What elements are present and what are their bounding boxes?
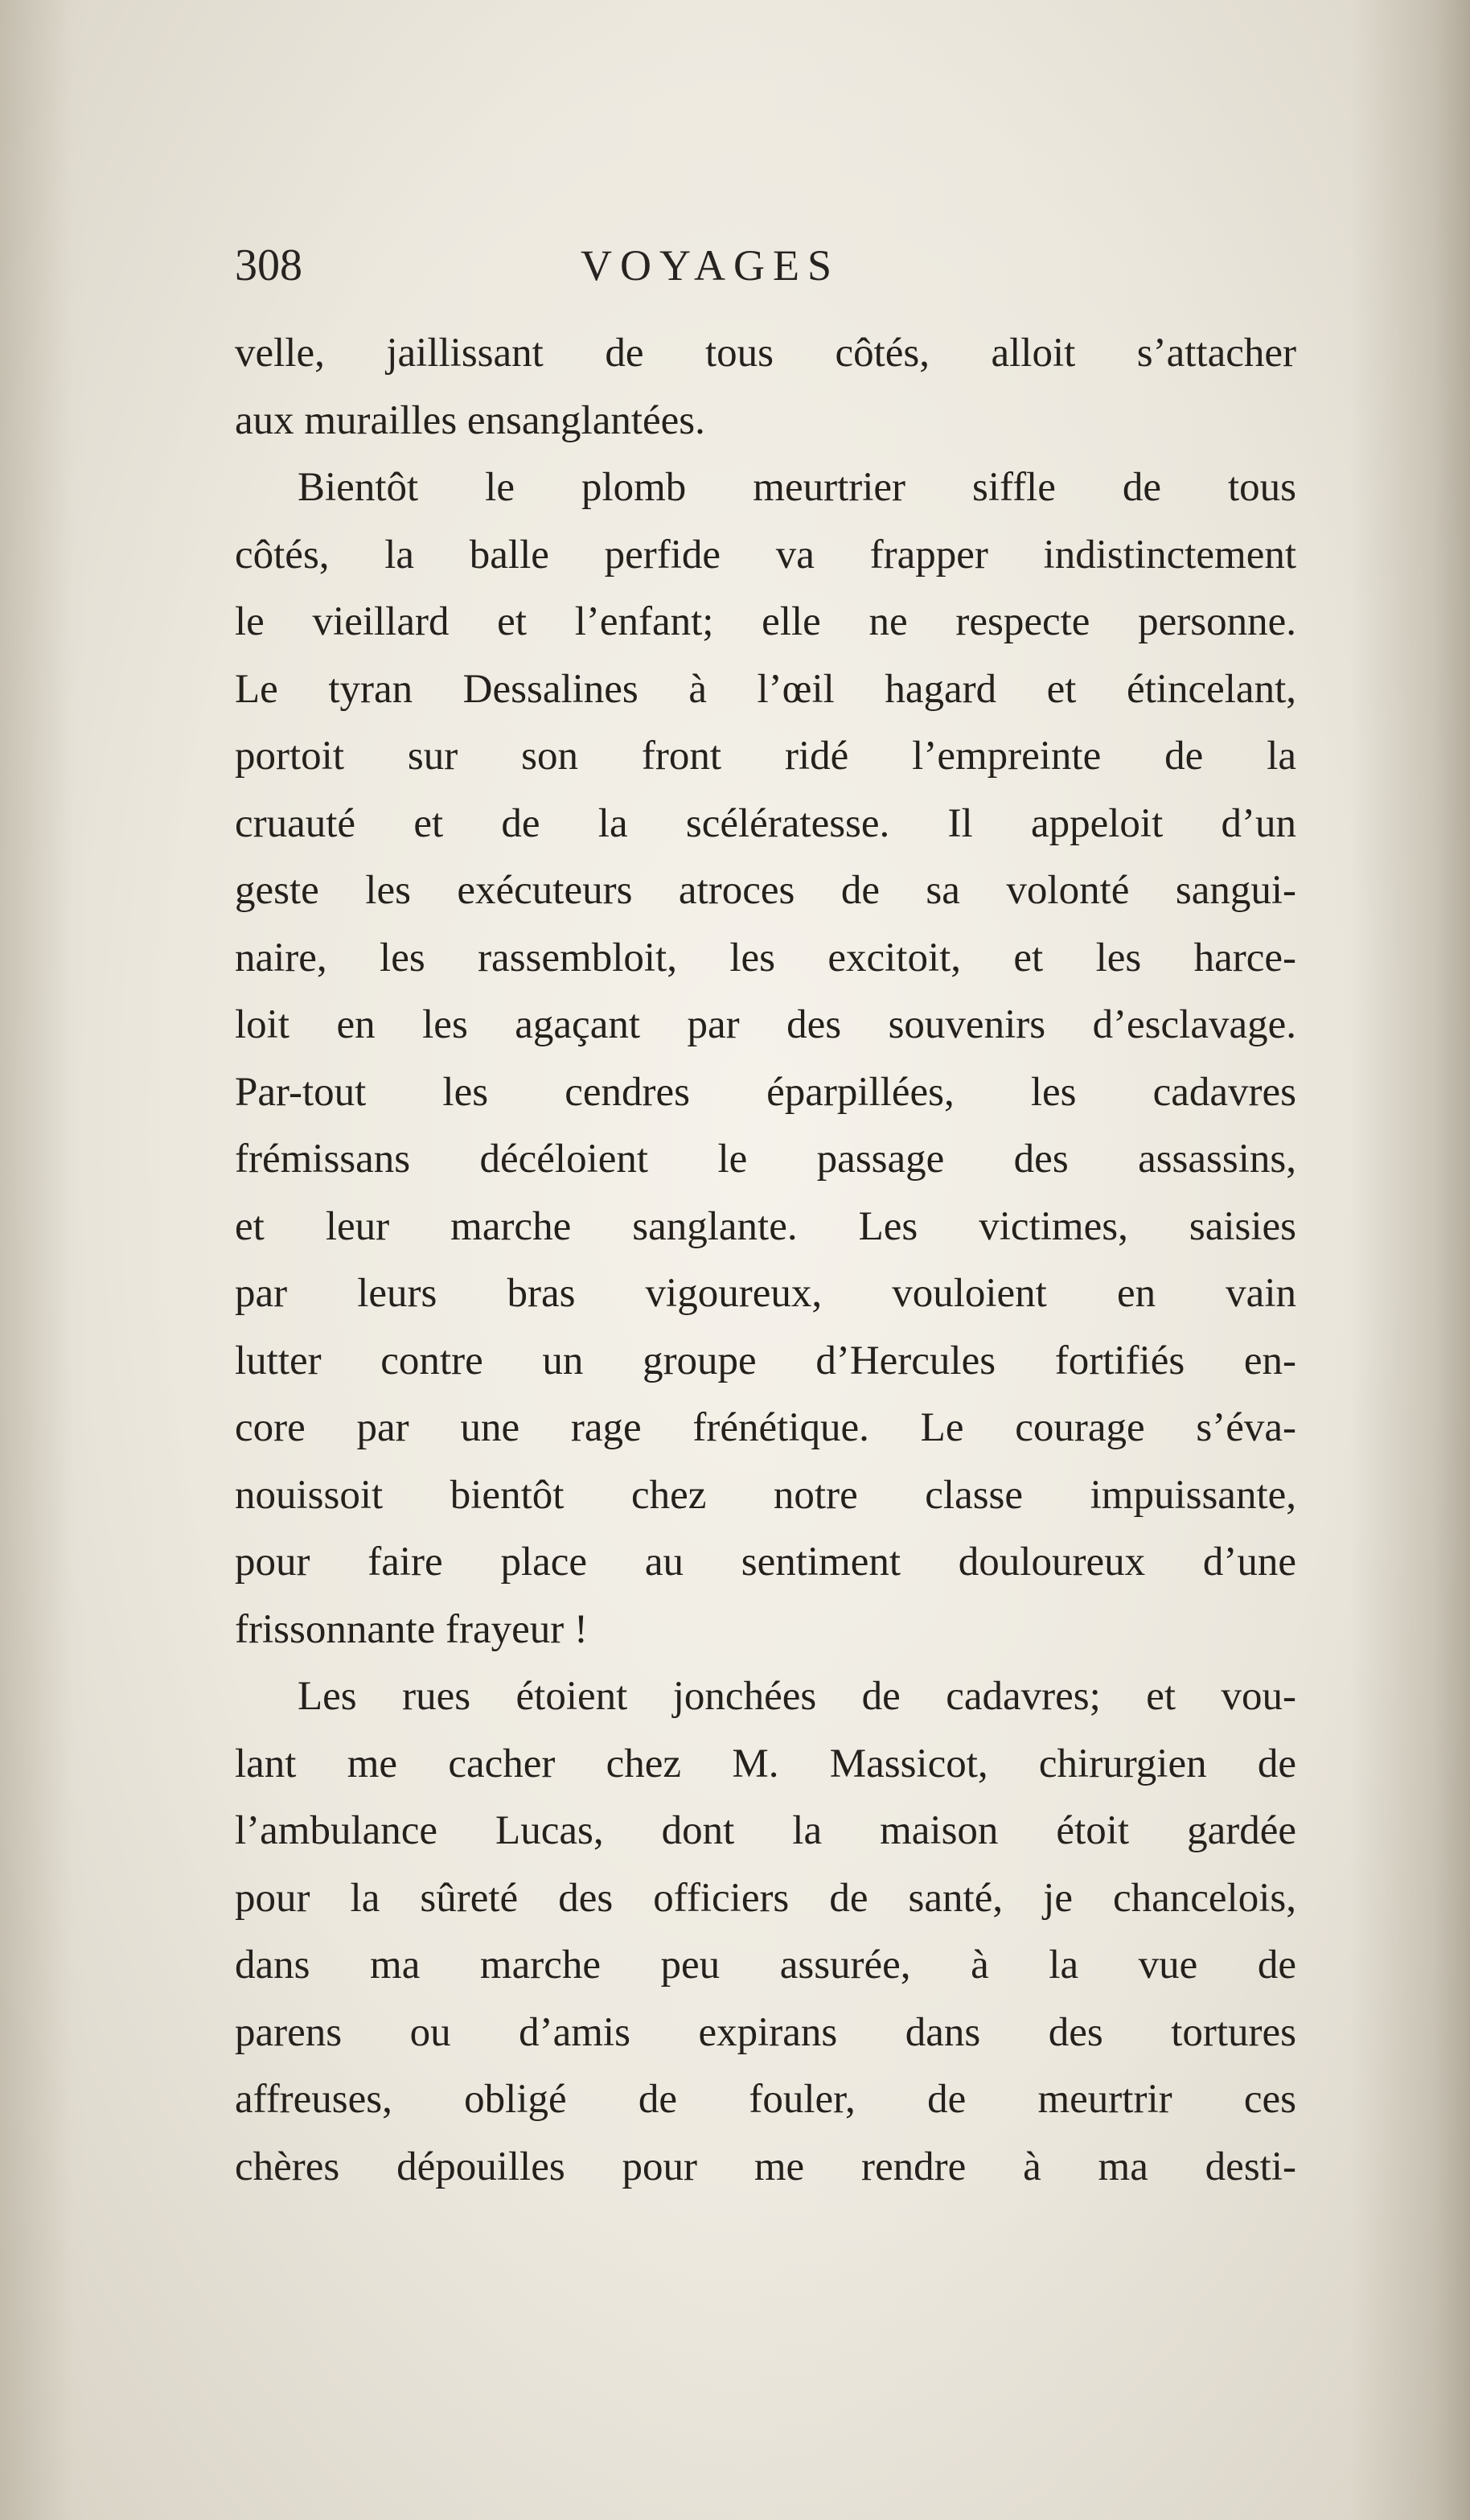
running-head (235, 233, 1296, 298)
left-page-shadow (0, 0, 72, 2520)
text-line: core par une rage frénétique. Le courage s’éva- (235, 1405, 1296, 1450)
text-line: frémissans décéloient le passage des assassins, (235, 1137, 1296, 1182)
running-title: VOYAGES (581, 241, 840, 290)
page-number: 308 (235, 240, 302, 290)
text-line: pour la sûreté des officiers de santé, je chancelois, (235, 1875, 1296, 1921)
text-line: par leurs bras vigoureux, vouloient en vain (235, 1271, 1296, 1316)
text-line: nouissoit bientôt chez notre classe impuissante, (235, 1472, 1296, 1518)
text-line: naire, les rassembloit, les excitoit, et les harce- (235, 935, 1296, 980)
text-line: lant me cacher chez M. Massicot, chirurgien de (235, 1741, 1296, 1786)
text-line: geste les exécuteurs atroces de sa volonté sangui- (235, 868, 1296, 913)
text-line: lutter contre un groupe d’Hercules fortifiés en- (235, 1338, 1296, 1383)
text-line: frissonnante frayeur ! (235, 1606, 588, 1652)
text-line: portoit sur son front ridé l’empreinte de la (235, 734, 1296, 779)
text-line: parens ou d’amis expirans dans des tortures (235, 2009, 1296, 2055)
text-line: le vieillard et l’enfant; elle ne respecte personne. (235, 599, 1296, 644)
text-line: loit en les agaçant par des souvenirs d’esclavage. (235, 1002, 1296, 1047)
text-line: et leur marche sanglante. Les victimes, saisies (235, 1203, 1296, 1249)
text-line: affreuses, obligé de fouler, de meurtrir ces (235, 2077, 1296, 2122)
text-line: pour faire place au sentiment douloureux d’une (235, 1540, 1296, 1585)
right-page-shadow (1349, 0, 1470, 2520)
text-line: Les rues étoient jonchées de cadavres; et vou- (298, 1674, 1296, 1719)
text-line: aux murailles ensanglantées. (235, 397, 705, 443)
text-line: Par-tout les cendres éparpillées, les cadavres (235, 1069, 1296, 1115)
text-line: dans ma marche peu assurée, à la vue de (235, 1942, 1296, 1988)
text-line: côtés, la balle perfide va frapper indistinctement (235, 532, 1296, 578)
text-line: chères dépouilles pour me rendre à ma desti- (235, 2144, 1296, 2189)
text-line: cruauté et de la scélératesse. Il appeloit d’un (235, 800, 1296, 846)
text-line: l’ambulance Lucas, dont la maison étoit gardée (235, 1808, 1296, 1853)
body-text (235, 320, 1296, 2201)
text-line: velle, jaillissant de tous côtés, alloit s’attacher (235, 331, 1296, 376)
text-line: Bientôt le plomb meurtrier siffle de tous (298, 465, 1296, 510)
text-line: Le tyran Dessalines à l’œil hagard et étincelant, (235, 666, 1296, 712)
